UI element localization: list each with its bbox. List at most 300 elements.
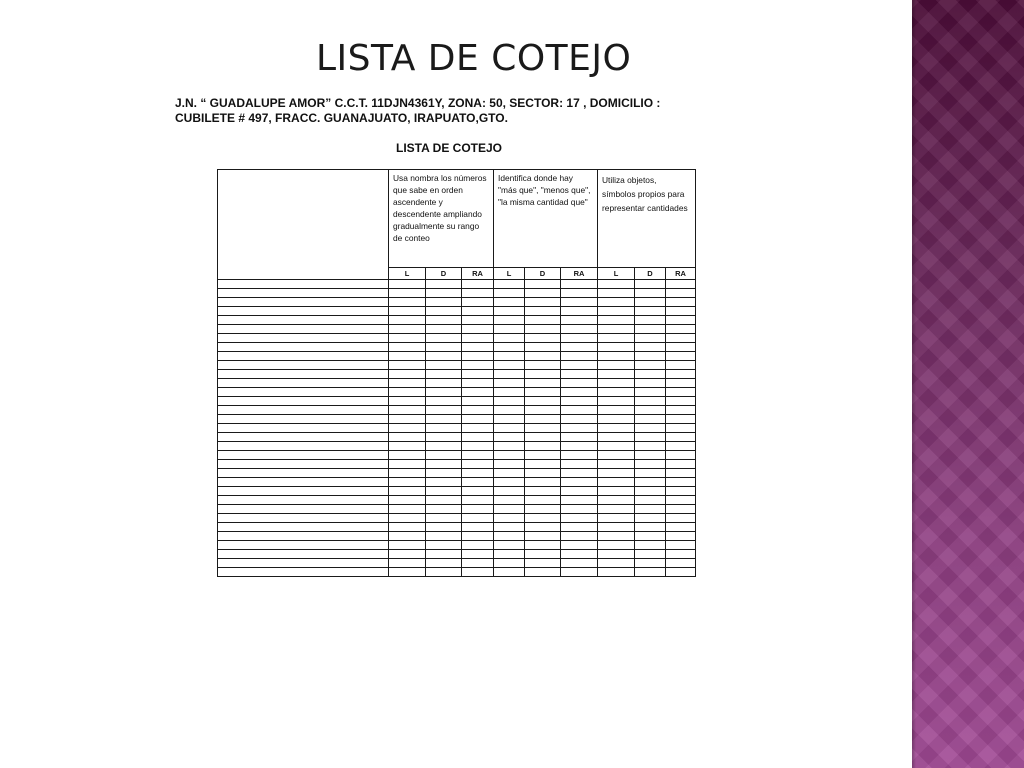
check-cell xyxy=(666,550,696,559)
check-cell xyxy=(426,523,462,532)
student-name-cell xyxy=(218,532,389,541)
table-row xyxy=(218,451,696,460)
check-cell xyxy=(635,343,666,352)
sub-header-d: D xyxy=(635,268,666,280)
slide-title: LISTA DE COTEJO xyxy=(316,38,632,79)
criterion-1: Usa nombra los números que sabe en orden ascendente y descendente ampliando gradualmente su rango de conteo xyxy=(389,170,494,268)
check-cell xyxy=(525,523,561,532)
check-cell xyxy=(635,532,666,541)
check-cell xyxy=(561,325,598,334)
check-cell xyxy=(494,541,525,550)
student-name-cell xyxy=(218,406,389,415)
check-cell xyxy=(426,334,462,343)
check-cell xyxy=(598,280,635,289)
check-cell xyxy=(598,388,635,397)
check-cell xyxy=(525,388,561,397)
check-cell xyxy=(635,523,666,532)
check-cell xyxy=(389,469,426,478)
check-cell xyxy=(494,397,525,406)
sub-header-d: D xyxy=(426,268,462,280)
check-cell xyxy=(635,514,666,523)
check-cell xyxy=(389,442,426,451)
check-cell xyxy=(494,352,525,361)
check-cell xyxy=(635,433,666,442)
table-row xyxy=(218,568,696,577)
check-cell xyxy=(525,397,561,406)
check-cell xyxy=(462,343,494,352)
check-cell xyxy=(494,298,525,307)
check-cell xyxy=(598,307,635,316)
check-cell xyxy=(525,415,561,424)
table-row xyxy=(218,532,696,541)
check-cell xyxy=(666,487,696,496)
check-cell xyxy=(462,289,494,298)
check-cell xyxy=(561,316,598,325)
check-cell xyxy=(525,505,561,514)
student-name-cell xyxy=(218,334,389,343)
sub-header-l: L xyxy=(598,268,635,280)
check-cell xyxy=(561,280,598,289)
table-row xyxy=(218,469,696,478)
check-cell xyxy=(635,505,666,514)
table-row xyxy=(218,307,696,316)
sidebar-edge xyxy=(912,0,916,768)
table-row xyxy=(218,559,696,568)
check-cell xyxy=(426,343,462,352)
check-cell xyxy=(561,460,598,469)
check-cell xyxy=(494,379,525,388)
check-cell xyxy=(494,559,525,568)
check-cell xyxy=(666,370,696,379)
student-name-cell xyxy=(218,325,389,334)
check-cell xyxy=(494,433,525,442)
checklist-table xyxy=(217,169,696,577)
check-cell xyxy=(389,478,426,487)
table-row xyxy=(218,280,696,289)
check-cell xyxy=(561,361,598,370)
check-cell xyxy=(462,442,494,451)
check-cell xyxy=(426,433,462,442)
check-cell xyxy=(426,568,462,577)
check-cell xyxy=(635,550,666,559)
check-cell xyxy=(561,505,598,514)
check-cell xyxy=(389,361,426,370)
check-cell xyxy=(494,532,525,541)
check-cell xyxy=(635,406,666,415)
check-cell xyxy=(635,325,666,334)
check-cell xyxy=(389,568,426,577)
table-row xyxy=(218,352,696,361)
check-cell xyxy=(494,514,525,523)
check-cell xyxy=(389,280,426,289)
check-cell xyxy=(426,532,462,541)
check-cell xyxy=(426,451,462,460)
table-row xyxy=(218,460,696,469)
table-row xyxy=(218,289,696,298)
check-cell xyxy=(525,568,561,577)
check-cell xyxy=(635,388,666,397)
check-cell xyxy=(389,334,426,343)
check-cell xyxy=(666,469,696,478)
check-cell xyxy=(426,361,462,370)
check-cell xyxy=(389,307,426,316)
check-cell xyxy=(389,370,426,379)
check-cell xyxy=(666,532,696,541)
check-cell xyxy=(525,307,561,316)
check-cell xyxy=(525,478,561,487)
check-cell xyxy=(462,559,494,568)
student-name-cell xyxy=(218,388,389,397)
check-cell xyxy=(462,379,494,388)
check-cell xyxy=(389,406,426,415)
check-cell xyxy=(525,541,561,550)
check-cell xyxy=(561,514,598,523)
check-cell xyxy=(561,442,598,451)
check-cell xyxy=(426,460,462,469)
check-cell xyxy=(494,316,525,325)
check-cell xyxy=(525,298,561,307)
check-cell xyxy=(598,550,635,559)
check-cell xyxy=(598,370,635,379)
student-name-cell xyxy=(218,442,389,451)
check-cell xyxy=(389,514,426,523)
check-cell xyxy=(666,415,696,424)
check-cell xyxy=(666,424,696,433)
check-cell xyxy=(525,496,561,505)
table-row xyxy=(218,406,696,415)
check-cell xyxy=(561,487,598,496)
check-cell xyxy=(389,496,426,505)
check-cell xyxy=(525,379,561,388)
check-cell xyxy=(494,307,525,316)
check-cell xyxy=(525,424,561,433)
check-cell xyxy=(494,334,525,343)
table-row xyxy=(218,379,696,388)
table-row xyxy=(218,523,696,532)
check-cell xyxy=(389,298,426,307)
student-name-cell xyxy=(218,298,389,307)
check-cell xyxy=(525,532,561,541)
check-cell xyxy=(598,487,635,496)
student-name-cell xyxy=(218,415,389,424)
check-cell xyxy=(666,442,696,451)
check-cell xyxy=(666,559,696,568)
check-cell xyxy=(494,415,525,424)
check-cell xyxy=(635,415,666,424)
school-header-line-2: CUBILETE # 497, FRACC. GUANAJUATO, IRAPUATO,GTO. xyxy=(175,111,508,125)
check-cell xyxy=(598,415,635,424)
check-cell xyxy=(462,415,494,424)
check-cell xyxy=(462,280,494,289)
check-cell xyxy=(389,424,426,433)
check-cell xyxy=(525,361,561,370)
check-cell xyxy=(666,523,696,532)
table-row xyxy=(218,505,696,514)
check-cell xyxy=(635,424,666,433)
check-cell xyxy=(561,352,598,361)
check-cell xyxy=(666,289,696,298)
check-cell xyxy=(561,307,598,316)
check-cell xyxy=(598,541,635,550)
check-cell xyxy=(525,280,561,289)
student-name-cell xyxy=(218,505,389,514)
check-cell xyxy=(426,559,462,568)
check-cell xyxy=(635,370,666,379)
check-cell xyxy=(561,559,598,568)
check-cell xyxy=(666,568,696,577)
student-name-cell xyxy=(218,478,389,487)
check-cell xyxy=(426,478,462,487)
check-cell xyxy=(666,388,696,397)
check-cell xyxy=(389,523,426,532)
check-cell xyxy=(598,379,635,388)
check-cell xyxy=(598,505,635,514)
check-cell xyxy=(561,289,598,298)
check-cell xyxy=(494,424,525,433)
check-cell xyxy=(462,406,494,415)
check-cell xyxy=(494,568,525,577)
check-cell xyxy=(494,550,525,559)
student-name-cell xyxy=(218,514,389,523)
check-cell xyxy=(561,343,598,352)
check-cell xyxy=(494,451,525,460)
table-row xyxy=(218,496,696,505)
check-cell xyxy=(494,469,525,478)
table-title: LISTA DE COTEJO xyxy=(396,141,503,155)
check-cell xyxy=(494,325,525,334)
check-cell xyxy=(525,334,561,343)
check-cell xyxy=(389,460,426,469)
check-cell xyxy=(426,469,462,478)
check-cell xyxy=(666,406,696,415)
student-name-cell xyxy=(218,541,389,550)
check-cell xyxy=(666,379,696,388)
check-cell xyxy=(635,307,666,316)
check-cell xyxy=(635,316,666,325)
check-cell xyxy=(389,388,426,397)
check-cell xyxy=(462,451,494,460)
check-cell xyxy=(666,325,696,334)
check-cell xyxy=(561,298,598,307)
check-cell xyxy=(462,352,494,361)
check-cell xyxy=(494,478,525,487)
check-cell xyxy=(525,460,561,469)
check-cell xyxy=(494,406,525,415)
table-row xyxy=(218,370,696,379)
check-cell xyxy=(462,361,494,370)
check-cell xyxy=(666,541,696,550)
table-row xyxy=(218,388,696,397)
student-name-cell xyxy=(218,379,389,388)
check-cell xyxy=(426,280,462,289)
check-cell xyxy=(666,316,696,325)
check-cell xyxy=(598,325,635,334)
check-cell xyxy=(598,343,635,352)
check-cell xyxy=(598,352,635,361)
student-name-cell xyxy=(218,397,389,406)
check-cell xyxy=(462,370,494,379)
check-cell xyxy=(635,559,666,568)
check-cell xyxy=(462,541,494,550)
check-cell xyxy=(426,415,462,424)
check-cell xyxy=(666,496,696,505)
sub-header-d: D xyxy=(525,268,561,280)
student-name-cell xyxy=(218,460,389,469)
check-cell xyxy=(462,307,494,316)
student-name-cell xyxy=(218,487,389,496)
check-cell xyxy=(561,550,598,559)
check-cell xyxy=(462,523,494,532)
check-cell xyxy=(561,334,598,343)
check-cell xyxy=(525,559,561,568)
check-cell xyxy=(598,433,635,442)
check-cell xyxy=(635,568,666,577)
criterion-2: Identifica donde hay "más que", "menos que", "la misma cantidad que" xyxy=(494,170,598,268)
check-cell xyxy=(525,343,561,352)
check-cell xyxy=(635,352,666,361)
check-cell xyxy=(635,334,666,343)
check-cell xyxy=(494,505,525,514)
decorative-sidebar xyxy=(912,0,1024,768)
check-cell xyxy=(635,280,666,289)
table-row xyxy=(218,424,696,433)
student-name-cell xyxy=(218,451,389,460)
check-cell xyxy=(561,469,598,478)
check-cell xyxy=(666,334,696,343)
student-name-cell xyxy=(218,352,389,361)
check-cell xyxy=(426,550,462,559)
check-cell xyxy=(561,406,598,415)
check-cell xyxy=(426,352,462,361)
check-cell xyxy=(525,316,561,325)
check-cell xyxy=(389,532,426,541)
check-cell xyxy=(462,532,494,541)
student-name-cell xyxy=(218,550,389,559)
student-name-cell xyxy=(218,361,389,370)
check-cell xyxy=(389,505,426,514)
check-cell xyxy=(494,280,525,289)
student-name-cell xyxy=(218,316,389,325)
student-name-cell xyxy=(218,307,389,316)
check-cell xyxy=(426,397,462,406)
check-cell xyxy=(666,307,696,316)
check-cell xyxy=(389,433,426,442)
table-row xyxy=(218,478,696,487)
check-cell xyxy=(426,496,462,505)
check-cell xyxy=(635,451,666,460)
check-cell xyxy=(598,451,635,460)
table-row xyxy=(218,298,696,307)
check-cell xyxy=(389,559,426,568)
check-cell xyxy=(561,523,598,532)
check-cell xyxy=(462,550,494,559)
check-cell xyxy=(598,469,635,478)
check-cell xyxy=(598,406,635,415)
sub-header-ra: RA xyxy=(462,268,494,280)
check-cell xyxy=(598,460,635,469)
check-cell xyxy=(598,559,635,568)
check-cell xyxy=(462,325,494,334)
check-cell xyxy=(525,352,561,361)
check-cell xyxy=(462,298,494,307)
student-name-cell xyxy=(218,568,389,577)
table-row xyxy=(218,541,696,550)
check-cell xyxy=(426,307,462,316)
check-cell xyxy=(426,298,462,307)
check-cell xyxy=(635,487,666,496)
check-cell xyxy=(561,568,598,577)
check-cell xyxy=(561,388,598,397)
table-row xyxy=(218,433,696,442)
check-cell xyxy=(525,451,561,460)
check-cell xyxy=(525,550,561,559)
check-cell xyxy=(389,289,426,298)
check-cell xyxy=(389,352,426,361)
check-cell xyxy=(426,424,462,433)
check-cell xyxy=(561,379,598,388)
check-cell xyxy=(561,424,598,433)
table-row xyxy=(218,415,696,424)
check-cell xyxy=(426,541,462,550)
table-row xyxy=(218,514,696,523)
table-row xyxy=(218,442,696,451)
student-name-cell xyxy=(218,280,389,289)
check-cell xyxy=(462,334,494,343)
check-cell xyxy=(635,469,666,478)
check-cell xyxy=(525,487,561,496)
table-row xyxy=(218,397,696,406)
check-cell xyxy=(598,568,635,577)
check-cell xyxy=(561,433,598,442)
check-cell xyxy=(389,343,426,352)
check-cell xyxy=(666,451,696,460)
student-name-cell xyxy=(218,496,389,505)
check-cell xyxy=(561,415,598,424)
check-cell xyxy=(561,397,598,406)
check-cell xyxy=(426,316,462,325)
check-cell xyxy=(462,469,494,478)
check-cell xyxy=(426,514,462,523)
table-row xyxy=(218,361,696,370)
check-cell xyxy=(462,388,494,397)
table-row xyxy=(218,550,696,559)
check-cell xyxy=(666,352,696,361)
check-cell xyxy=(389,550,426,559)
check-cell xyxy=(635,478,666,487)
check-cell xyxy=(462,568,494,577)
check-cell xyxy=(561,541,598,550)
check-cell xyxy=(666,397,696,406)
check-cell xyxy=(598,361,635,370)
check-cell xyxy=(598,334,635,343)
check-cell xyxy=(666,343,696,352)
check-cell xyxy=(494,343,525,352)
check-cell xyxy=(389,316,426,325)
check-cell xyxy=(525,469,561,478)
check-cell xyxy=(426,487,462,496)
check-cell xyxy=(494,388,525,397)
check-cell xyxy=(462,460,494,469)
check-cell xyxy=(635,541,666,550)
check-cell xyxy=(389,415,426,424)
student-name-cell xyxy=(218,559,389,568)
criterion-3: Utiliza objetos, símbolos propios para representar cantidades xyxy=(598,170,696,268)
check-cell xyxy=(635,460,666,469)
student-name-cell xyxy=(218,469,389,478)
check-cell xyxy=(666,298,696,307)
check-cell xyxy=(666,433,696,442)
table-row xyxy=(218,487,696,496)
